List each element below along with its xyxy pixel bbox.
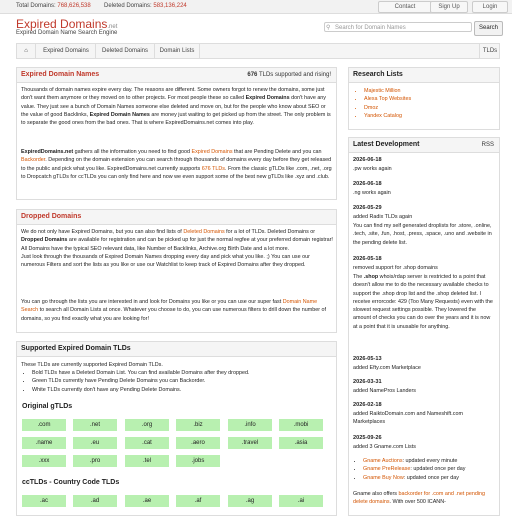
list-item: • Green TLDs currently have Pending Delete Domains you can Backorder. (32, 377, 249, 385)
cctld-section-title: ccTLDs - Country Code TLDs (22, 479, 120, 486)
dev-entry-text: added 3 Gname.com Lists (353, 444, 416, 450)
contact-button[interactable]: Contact (378, 1, 432, 13)
list-item: • Gname Auctions: updated every minute (363, 457, 503, 465)
dev-entry-date: 2026-05-29 (353, 205, 382, 211)
research-list (354, 87, 411, 120)
tld-badge[interactable]: .eu (73, 437, 117, 449)
supported-intro: These TLDs are currently supported Expired Domain TLDs. (21, 362, 163, 368)
deleted-domains-link[interactable]: Deleted Domains (183, 229, 225, 235)
tld-badge[interactable]: .info (228, 419, 272, 431)
dev-entry-date: 2026-06-18 (353, 157, 382, 163)
tld-badge[interactable]: .ac (22, 495, 66, 507)
domain-name-search-link[interactable]: Domain Name Search (21, 299, 318, 314)
site-tagline: Expired Domain Name Search Engine (16, 30, 118, 36)
tld-badge[interactable]: .cat (125, 437, 169, 449)
tld-badge[interactable]: .mobi (279, 419, 323, 431)
dev-entry-date: 2026-06-18 (353, 181, 382, 187)
list-item: • White TLDs currently don't have any Pending Delete Domains. (32, 386, 249, 394)
tld-badge[interactable]: .ad (73, 495, 117, 507)
gname-list (353, 457, 503, 482)
tld-badge[interactable]: .tel (125, 455, 169, 467)
dev-entry-text: .ng works again (353, 190, 391, 196)
research-item-majestic[interactable]: • Majestic Million (364, 87, 411, 95)
tld-badge[interactable]: .org (125, 419, 169, 431)
search-button[interactable]: Search (474, 21, 503, 36)
list-item: • Gname Buy Now: updated once per day (363, 474, 503, 482)
expired-domains-link[interactable]: Expired Domains (191, 149, 233, 155)
research-item-dmoz[interactable]: • Dmoz (364, 104, 411, 112)
home-icon[interactable]: ⌂ (17, 44, 36, 59)
list-item: • Bold TLDs have a Deleted Domain List. You can find available Domains after they dropped. (32, 369, 249, 377)
dev-entry-detail: Gname also offers backorder for .com and .net pending delete domains. With over 500 ICANN- (353, 491, 486, 506)
dev-entry-date: 2026-05-13 (353, 356, 382, 362)
rss-link[interactable]: RSS (481, 142, 494, 148)
expired-domains-panel (16, 67, 337, 200)
tld-badge[interactable]: .ai (279, 495, 323, 507)
login-button[interactable]: Login (472, 1, 508, 13)
tld-badge[interactable]: .com (22, 419, 66, 431)
list-item: • Gname PreRelease: updated once per day (363, 465, 503, 473)
total-domains-count: 768,626,538 (57, 3, 91, 9)
expired-domains-title: Expired Domain Names (21, 71, 100, 78)
dev-entry-text: removed support for .shop domains (353, 265, 438, 271)
dev-entry-date: 2026-02-18 (353, 402, 382, 408)
tld-support-count: 676 TLDs supported and rising! (247, 72, 331, 78)
dev-entry-text: added RaiktoDomain.com and Nameshift.com Marketplaces (353, 411, 463, 426)
tld-count-link[interactable]: 676 TLDs (201, 165, 225, 172)
nav-deleted-domains[interactable]: Deleted Domains (96, 44, 155, 59)
top-bar (0, 0, 512, 14)
dev-entry-date: 2026-03-31 (353, 379, 382, 385)
dev-entry-detail: You can find my self generated droplists for .store, .online, .tech, .site, .fun, .host, .press, .space, .uno and .website in the pending delete list. (353, 223, 492, 246)
expired-intro-text: Thousands of domain names expire every day. The reasons are different. Some owners forgot to renew the domains, some just don't want them anymore or they moved on to other projects. For most people these so called Expired Domains don't have any value. They just see a bunch of Domain Names someone else deleted and move on, but for the people who know about SEO or the value of good Backlinks, Expired Domain Names are money just waiting to get picked up from the street. The only problem is to separate the good ones from the bad ones. That is where ExpiredDomains.net comes into play. (21, 87, 331, 127)
signup-button[interactable]: Sign Up (430, 1, 468, 13)
tld-badge[interactable]: .asia (279, 437, 323, 449)
gtld-section-title: Original gTLDs (22, 403, 73, 410)
dev-entry-text: added NamePros Landers (353, 388, 416, 394)
gname-backorder-link[interactable]: backorder for .com and .net pending delete domains (353, 491, 486, 506)
deleted-domains-stat: Deleted Domains: 583,136,224 (104, 3, 187, 9)
site-logo[interactable]: Expired Domains.net (16, 17, 118, 31)
search-input[interactable]: Search for Domain Names (324, 22, 472, 32)
dev-entry-detail: The .shop whois/rdap server is restricted to a point that doesn't allow me to do the necessary available checks to support the .shop drop list and the .shop deleted list. I receive errorcode: 429 (Too Many Requests) even with the slowest request settings possible. They lowered the amount of checks you can do over the years and it is now at a point that it is unusable for anything. (353, 274, 493, 330)
nav-expired-domains[interactable]: Expired Domains (37, 44, 96, 59)
research-item-yandex[interactable]: • Yandex Catalog (364, 112, 411, 120)
tld-badge[interactable]: .jobs (176, 455, 220, 467)
dropped-domains-panel (16, 209, 337, 333)
tld-badge[interactable]: .ag (228, 495, 272, 507)
dropped-search-text: You can go through the lists you are interested in and look for Domains you like or you can use our super fast Domain Name Search to search all Domain Lists at once. Whatever you choose to do, you can use numerous filters to drill down the number of domains, so you find exactly what you are looking for! (21, 299, 327, 322)
deleted-domains-count: 583,136,224 (153, 3, 187, 9)
dev-entry-text: added Efty.com Marketplace (353, 365, 421, 371)
tld-badge[interactable]: .pro (73, 455, 117, 467)
dev-entry-text: .pw works again (353, 166, 392, 172)
backorder-link[interactable]: Backorder (21, 157, 46, 164)
dev-entry-text: added Radix TLDs again (353, 214, 413, 220)
tld-badge[interactable]: .ae (125, 495, 169, 507)
dropped-domains-title: Dropped Domains (21, 213, 82, 220)
search-icon: ⚲ (326, 25, 331, 31)
main-nav (16, 43, 500, 59)
expired-detail-text: ExpiredDomains.net gathers all the information you need to find good Expired Domains that are Pending Delete and you can Backorder. Depending on the domain extension you can search through thousands of domains every day before they get released to the public and pick what you like. ExpiredDomains.net currently supports 676 TLDs. From the classic gTLDs like .com, .net, .org to Dropcatch gTLDs for ccTLDs you can only find here and now we even support some of the best new gTLDs like .xyz and .club. (21, 149, 332, 180)
dev-entry-date: 2026-05-18 (353, 256, 382, 262)
tld-badge[interactable]: .xxx (22, 455, 66, 467)
research-item-alexa[interactable]: • Alexa Top Websites (364, 95, 411, 103)
tld-legend-list (22, 369, 249, 394)
supported-tlds-panel (16, 341, 337, 516)
latest-development-title: Latest Development (353, 141, 420, 148)
research-lists-title: Research Lists (353, 71, 403, 78)
supported-tlds-title: Supported Expired Domain TLDs (21, 345, 131, 352)
tld-badge[interactable]: .biz (176, 419, 220, 431)
nav-domain-lists[interactable]: Domain Lists (155, 44, 200, 59)
dev-entry-date: 2025-09-26 (353, 435, 382, 441)
dropped-intro-text: We do not only have Expired Domains, but you can also find lists of Deleted Domains for a lot of TLDs. Deleted Domains or Dropped Domains are available for registration and can be picked up for just the normal regfee at your preferred domain registrar! All Domains have the typical SEO relevant data, like Number of Backlinks, Archive.org Birth Date and a lot more. Just look through the thousands of Expired Domain Names dropping every day and pick what you like. ;) You can use our numerous Filters and sort the lists as you like or use our Watchlist to keep track of Expired Domains after they dropped. (21, 229, 333, 269)
total-domains-stat: Total Domains: 768,626,538 (16, 3, 91, 9)
tld-badge[interactable]: .name (22, 437, 66, 449)
nav-tlds[interactable]: TLDs (479, 44, 500, 59)
tld-badge[interactable]: .aero (176, 437, 220, 449)
tld-badge[interactable]: .travel (228, 437, 272, 449)
research-lists-panel (348, 67, 500, 130)
tld-badge[interactable]: .af (176, 495, 220, 507)
tld-badge[interactable]: .net (73, 419, 117, 431)
